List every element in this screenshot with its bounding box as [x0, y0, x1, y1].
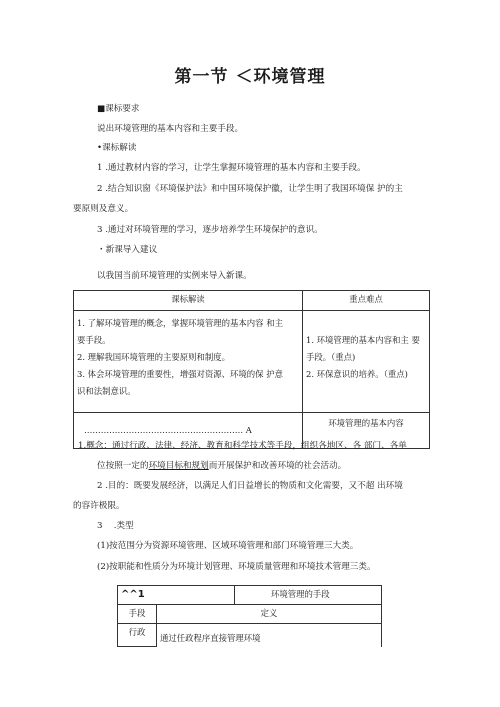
table-line: 手段。（重点) — [306, 352, 356, 362]
table-header-left: 课标解读 — [74, 291, 303, 311]
section-curriculum-requirements: ■课标要求 — [97, 104, 140, 114]
concept-underlined: 环境目标和规划 — [148, 461, 209, 471]
table2-corner: ^^1 — [118, 586, 235, 605]
concept-line-1: 1.概念：通过行政、法律、经济、教育和科学技术等手段，组织各地区、各 部门、各单 — [78, 441, 407, 451]
table-header-right: 重点难点 — [303, 291, 430, 311]
management-means-table — [117, 585, 382, 605]
interpretation-item-3: 3 .通过对环境管理的学习，逐步培养学生环境保护的意识。 — [97, 225, 323, 235]
concept-prefix: 位按照一定的 — [97, 461, 149, 471]
table-line: 2. 理解我国环境管理的主要原则和制度。 — [77, 352, 231, 362]
new-lesson-text: 以我国当前环境管理的实例来导入新课。 — [97, 271, 252, 281]
table-line: 1. 了解环境管理的概念，掌握环境管理的基本内容 和主 — [77, 318, 283, 328]
table-line: 3. 体会环境管理的重要性，增强对资源、环境的保 护意 — [77, 369, 283, 379]
concept-line-2 — [97, 460, 346, 472]
purpose-line-1: 2 .目的：既要发展经济，以满足人们日益增长的物质和文化需要，又不超 出环境 — [97, 481, 403, 491]
management-means-table-body — [117, 604, 382, 647]
type-item-2: (2)按职能和性质分为环境计划管理、环境质量管理和环境技术管理三类。 — [97, 562, 376, 572]
table-line: 2. 环保意识的培养。（重点) — [306, 369, 408, 379]
table2-col-definition: 定义 — [157, 605, 382, 624]
table2-col-means: 手段 — [118, 605, 157, 624]
purpose-line-2: 的容许极限。 — [73, 501, 125, 511]
table2-row-text: 通过任政程序直接管理环境 — [157, 624, 382, 647]
curriculum-table — [73, 290, 430, 449]
table2-title: 环境管理的手段 — [235, 586, 382, 605]
table-line: 识和法制意识。 — [77, 386, 136, 396]
types-heading: 3 .类型 — [97, 521, 134, 531]
interpretation-item-1: 1 .通过教材内容的学习，让学生掌握环境管理的基本内容和主要手段。 — [97, 163, 366, 173]
table-dots-row: ………………………………………………… A — [74, 413, 303, 449]
interpretation-item-2-cont: 要原则及意义。 — [73, 204, 134, 214]
table-line: 要手段。 — [77, 335, 111, 345]
page-title: 第一节 ＜环境管理 — [174, 67, 326, 87]
table-line: 1. 环境管理的基本内容和主 要 — [306, 335, 420, 345]
requirement-text: 说出环境管理的基本内容和主要手段。 — [97, 124, 244, 134]
table-cell-interpretation — [74, 311, 303, 413]
section-new-lesson-suggestion: ・新课导入建议 — [97, 245, 158, 255]
type-item-1: (1)按范围分为资源环境管理、区域环境管理和部门环境管理三大类。 — [97, 541, 359, 551]
section-curriculum-interpretation: •课标解读 — [97, 143, 137, 153]
table-cell-basic-content: 环境管理的基本内容 — [303, 413, 430, 449]
concept-suffix: 而开展保护和改善环境的社会活动。 — [208, 461, 347, 471]
table-cell-key-points — [303, 311, 430, 413]
interpretation-item-2: 2 .结合知识窗《环境保护法》和中国环境保护徽，让学生明了我国环境保 护的主 — [97, 184, 403, 194]
table2-row-label: 行政 — [118, 624, 157, 647]
